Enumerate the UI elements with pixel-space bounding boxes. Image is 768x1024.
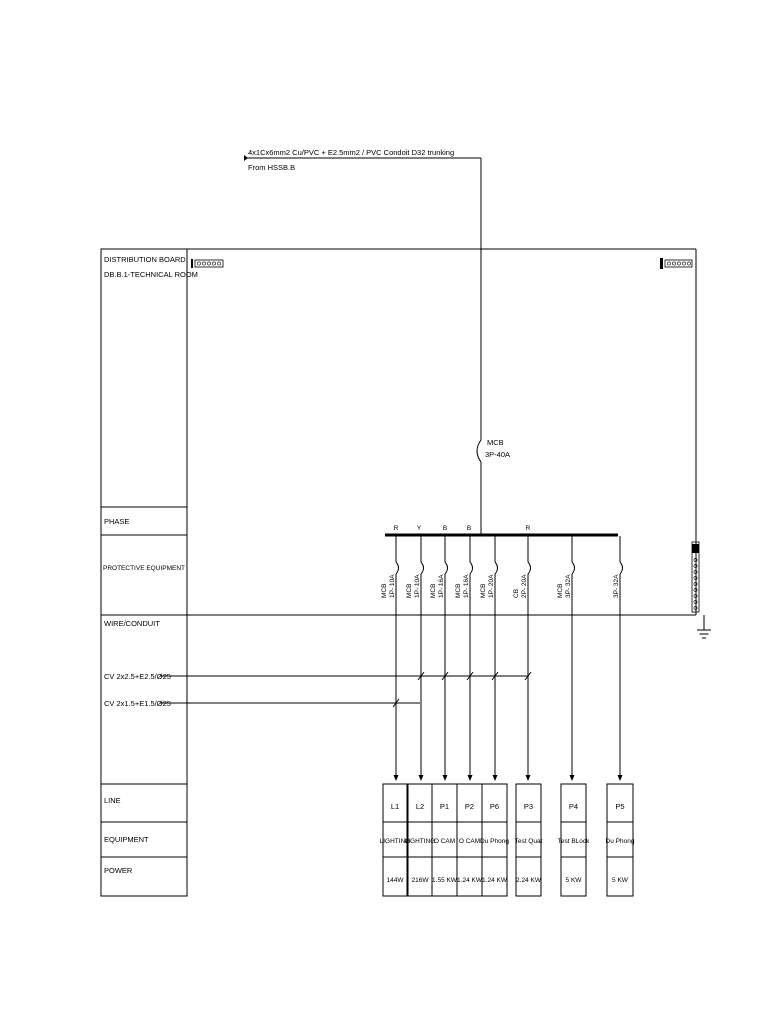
circuit-equipment: Du Phong <box>480 838 509 845</box>
circuit-equipment: LIGHTING <box>379 838 411 845</box>
circuit-equipment: Test BLock <box>557 838 590 845</box>
breaker-type: MCB <box>480 583 487 598</box>
circuit-power: 1.24 KW <box>482 877 507 884</box>
row-label-protective: PROTECTIVE EQUIPMENT <box>103 565 185 572</box>
feeder <box>244 148 481 440</box>
breaker-rating: 1P- 20A <box>488 574 495 598</box>
phase-label: Y <box>416 525 422 532</box>
circuit-p1 <box>430 525 458 896</box>
arrow-head <box>419 775 424 781</box>
board-title: DISTRIBUTION BOARD <box>104 255 186 264</box>
main-breaker-rating: 3P-40A <box>485 450 511 459</box>
arrow-head <box>618 775 623 781</box>
breaker-type: MCB <box>557 583 564 598</box>
circuit-power: 2.24 KW <box>516 877 541 884</box>
circuit-power: 216W <box>411 877 429 884</box>
breaker-label <box>480 574 495 598</box>
circuit-power: 1.55 KW <box>432 877 457 884</box>
circuit-line: P3 <box>523 802 534 811</box>
breaker-label <box>513 574 528 598</box>
arrow-head <box>493 775 498 781</box>
phase-label: B <box>442 525 448 532</box>
wire-label-1: CV 2x2.5+E2.5/Ø25 <box>104 672 171 681</box>
phase-label: R <box>525 525 531 532</box>
breaker-label <box>455 574 470 598</box>
circuit-equipment: O CAM <box>433 838 456 845</box>
wire-run-1 <box>104 672 528 681</box>
phase-label: B <box>466 525 472 532</box>
circuits <box>380 525 635 896</box>
circuit-p6 <box>480 536 509 896</box>
arrow-head <box>443 775 448 781</box>
row-label-power: POWER <box>104 866 133 875</box>
circuit-power: 1.24 KW <box>457 877 482 884</box>
circuit-equipment: Test Quat <box>514 838 543 845</box>
breaker-type: CB <box>513 588 520 598</box>
row-label-line: LINE <box>104 796 121 805</box>
breaker-type: MCB <box>455 583 462 598</box>
circuit-line: L2 <box>415 802 425 811</box>
breaker-rating: 1P- 16A <box>438 574 445 598</box>
main-breaker-type: MCB <box>487 438 504 447</box>
circuit-p2 <box>455 525 483 896</box>
circuit-p4 <box>557 536 590 896</box>
breaker-rating: 1P- 10A <box>389 574 396 598</box>
circuit-line: P4 <box>568 802 579 811</box>
wire-label-2: CV 2x1.5+E1.5/Ø25 <box>104 699 171 708</box>
arrow-head <box>570 775 575 781</box>
arrow-head <box>468 775 473 781</box>
breaker-type: MCB <box>406 583 413 598</box>
circuit-p5 <box>606 536 635 896</box>
circuit-line: L1 <box>390 802 400 811</box>
breaker-label <box>381 574 396 598</box>
circuit-line: P6 <box>489 802 500 811</box>
terminal-strip-right <box>660 258 692 269</box>
circuit-power: 5 KW <box>612 877 628 884</box>
circuit-power: 144W <box>386 877 404 884</box>
circuit-equipment: LIGHTING <box>404 838 436 845</box>
breaker-rating: 2P- 20A <box>521 574 528 598</box>
circuit-line: P5 <box>615 802 625 811</box>
arrow-head <box>526 775 531 781</box>
phase-label: R <box>393 525 399 532</box>
breaker-label <box>430 574 445 598</box>
breaker-rating: 1P- 10A <box>414 574 421 598</box>
breaker-label <box>557 574 572 598</box>
circuit-equipment: O CAM <box>458 838 481 845</box>
circuit-line: P1 <box>439 802 450 811</box>
arrow-head <box>394 775 399 781</box>
circuit-l2 <box>405 525 436 896</box>
breaker-rating: 1P- 16A <box>463 574 470 598</box>
row-label-phase: PHASE <box>104 517 130 526</box>
circuit-p3 <box>513 525 543 896</box>
wire-run-2 <box>104 699 420 708</box>
board-subtitle: DB.B.1-TECHNICAL ROOM <box>104 270 198 279</box>
breaker-rating: 3P- 32A <box>565 574 572 598</box>
circuit-line: P2 <box>464 802 475 811</box>
circuit-equipment: Du Phong <box>605 838 635 845</box>
breaker-type: MCB <box>430 583 437 598</box>
main-breaker <box>477 438 510 534</box>
breaker-label <box>613 574 620 598</box>
feeder-from-label: From HSSB.B <box>248 163 296 172</box>
feeder-cable-label: 4x1Cx6mm2 Cu/PVC + E2.5mm2 / PVC Condoit D32 trunking <box>248 148 455 157</box>
ground-symbol <box>697 615 711 638</box>
row-label-wire: WIRE/CONDUIT <box>104 619 160 628</box>
breaker-type: MCB <box>381 583 388 598</box>
breaker-label <box>406 574 421 598</box>
row-label-equipment: EQUIPMENT <box>104 835 149 844</box>
terminal-strip-left <box>191 259 223 268</box>
circuit-power: 5 KW <box>565 877 582 884</box>
breaker-rating: 3P- 32A <box>613 574 620 598</box>
